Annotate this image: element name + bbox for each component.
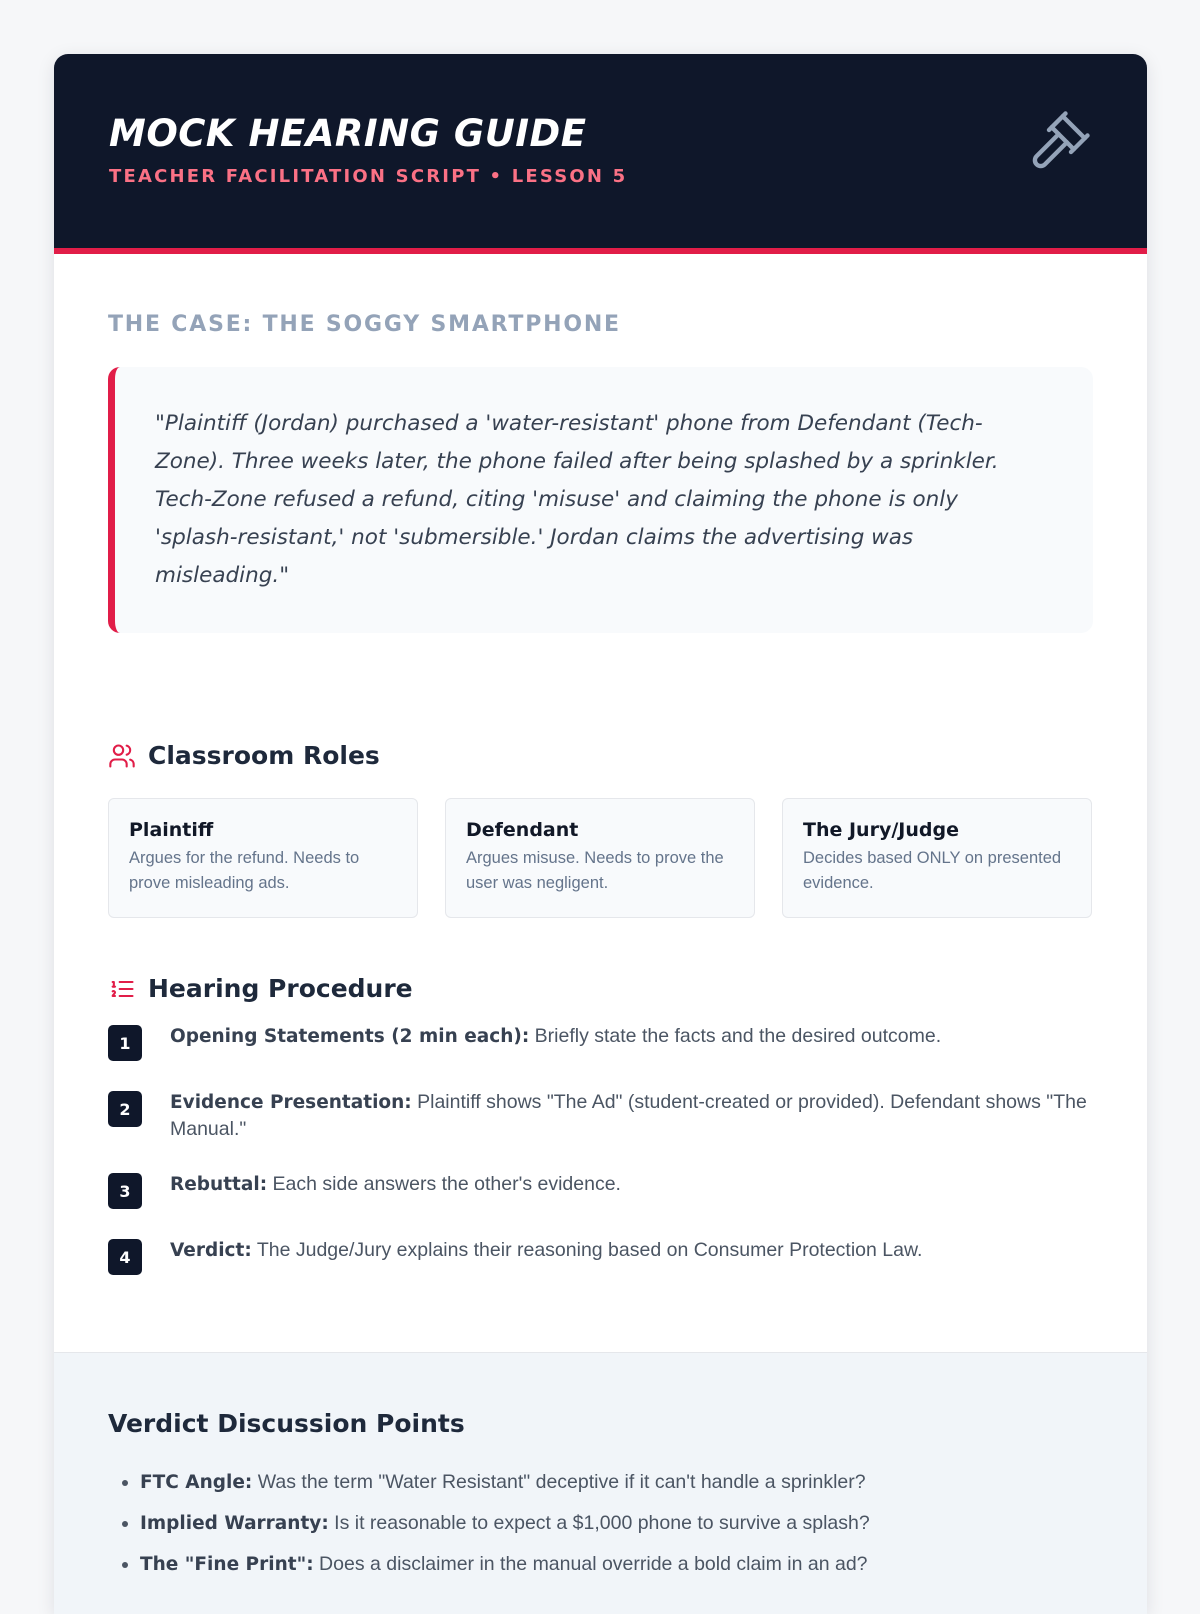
case-section	[54, 254, 1147, 633]
guide-card	[54, 54, 1147, 1614]
role-title: Defendant	[466, 819, 579, 841]
procedure-step	[108, 1237, 1093, 1275]
role-description: Argues for the refund. Needs to prove misleading ads.	[129, 849, 360, 892]
list-ordered-icon	[108, 975, 136, 1003]
users-icon	[108, 742, 136, 770]
point-text: Was the term "Water Resistant" deceptive if it can't handle a sprinkler?	[252, 1471, 866, 1493]
point-label: FTC Angle:	[140, 1472, 253, 1493]
roles-heading	[108, 741, 1093, 770]
point-text: Does a disclaimer in the manual override a bold claim in an ad?	[313, 1553, 868, 1575]
step-label: Evidence Presentation:	[170, 1092, 412, 1113]
page-subtitle: TEACHER FACILITATION SCRIPT • LESSON 5	[109, 166, 628, 187]
step-text	[170, 1237, 922, 1264]
role-card-jury-judge	[782, 798, 1092, 918]
point-label: Implied Warranty:	[140, 1513, 329, 1534]
page-title: MOCK HEARING GUIDE	[109, 112, 587, 155]
step-description: Plaintiff shows "The Ad" (student-created or provided). Defendant shows "The Manual."	[170, 1091, 1087, 1140]
step-label: Verdict:	[170, 1240, 252, 1261]
role-card-defendant	[445, 798, 755, 918]
step-number: 3	[108, 1173, 142, 1209]
step-number: 2	[108, 1091, 142, 1127]
discussion-section	[54, 1352, 1147, 1614]
discussion-points	[108, 1462, 1093, 1585]
discussion-heading: Verdict Discussion Points	[108, 1409, 465, 1438]
point-text: Is it reasonable to expect a $1,000 phone to survive a splash?	[328, 1512, 870, 1534]
gavel-icon	[1027, 108, 1093, 174]
step-text	[170, 1023, 941, 1050]
step-text	[170, 1089, 1093, 1143]
step-description: The Judge/Jury explains their reasoning based on Consumer Protection Law.	[251, 1239, 923, 1261]
point-label: The "Fine Print":	[140, 1554, 314, 1575]
procedure-step	[108, 1089, 1093, 1143]
page-header	[54, 54, 1147, 254]
step-label: Rebuttal:	[170, 1174, 268, 1195]
role-grid	[108, 798, 1093, 918]
case-quote: "Plaintiff (Jordan) purchased a 'water-resistant' phone from Defendant (Tech-Zone). Three weeks later, the phone failed after being splashed by a sprinkler. Tech-Zone refused a refund, citing 'misuse' and claiming the phone is only 'splash-resistant,' not 'submersible.' Jordan claims the advertising was misleading."	[108, 367, 1093, 633]
procedure-heading-label: Hearing Procedure	[148, 974, 413, 1003]
step-text	[170, 1171, 621, 1198]
step-description: Briefly state the facts and the desired outcome.	[529, 1025, 942, 1047]
role-description: Decides based ONLY on presented evidence.	[803, 849, 1062, 892]
role-title: Plaintiff	[129, 819, 214, 841]
role-description: Argues misuse. Needs to prove the user was negligent.	[466, 849, 724, 892]
discussion-point	[140, 1462, 1093, 1503]
discussion-point	[140, 1503, 1093, 1544]
role-card-plaintiff	[108, 798, 418, 918]
step-label: Opening Statements (2 min each):	[170, 1026, 530, 1047]
procedure-steps	[108, 1023, 1093, 1275]
case-label: THE CASE: THE SOGGY SMARTPHONE	[108, 312, 621, 337]
procedure-section	[54, 918, 1147, 1275]
step-number: 4	[108, 1239, 142, 1275]
roles-section	[54, 633, 1147, 918]
step-description: Each side answers the other's evidence.	[267, 1173, 621, 1195]
procedure-heading	[108, 974, 1093, 1003]
discussion-point	[140, 1544, 1093, 1585]
roles-heading-label: Classroom Roles	[148, 741, 380, 770]
step-number: 1	[108, 1025, 142, 1061]
procedure-step	[108, 1171, 1093, 1209]
procedure-step	[108, 1023, 1093, 1061]
role-title: The Jury/Judge	[803, 819, 959, 841]
